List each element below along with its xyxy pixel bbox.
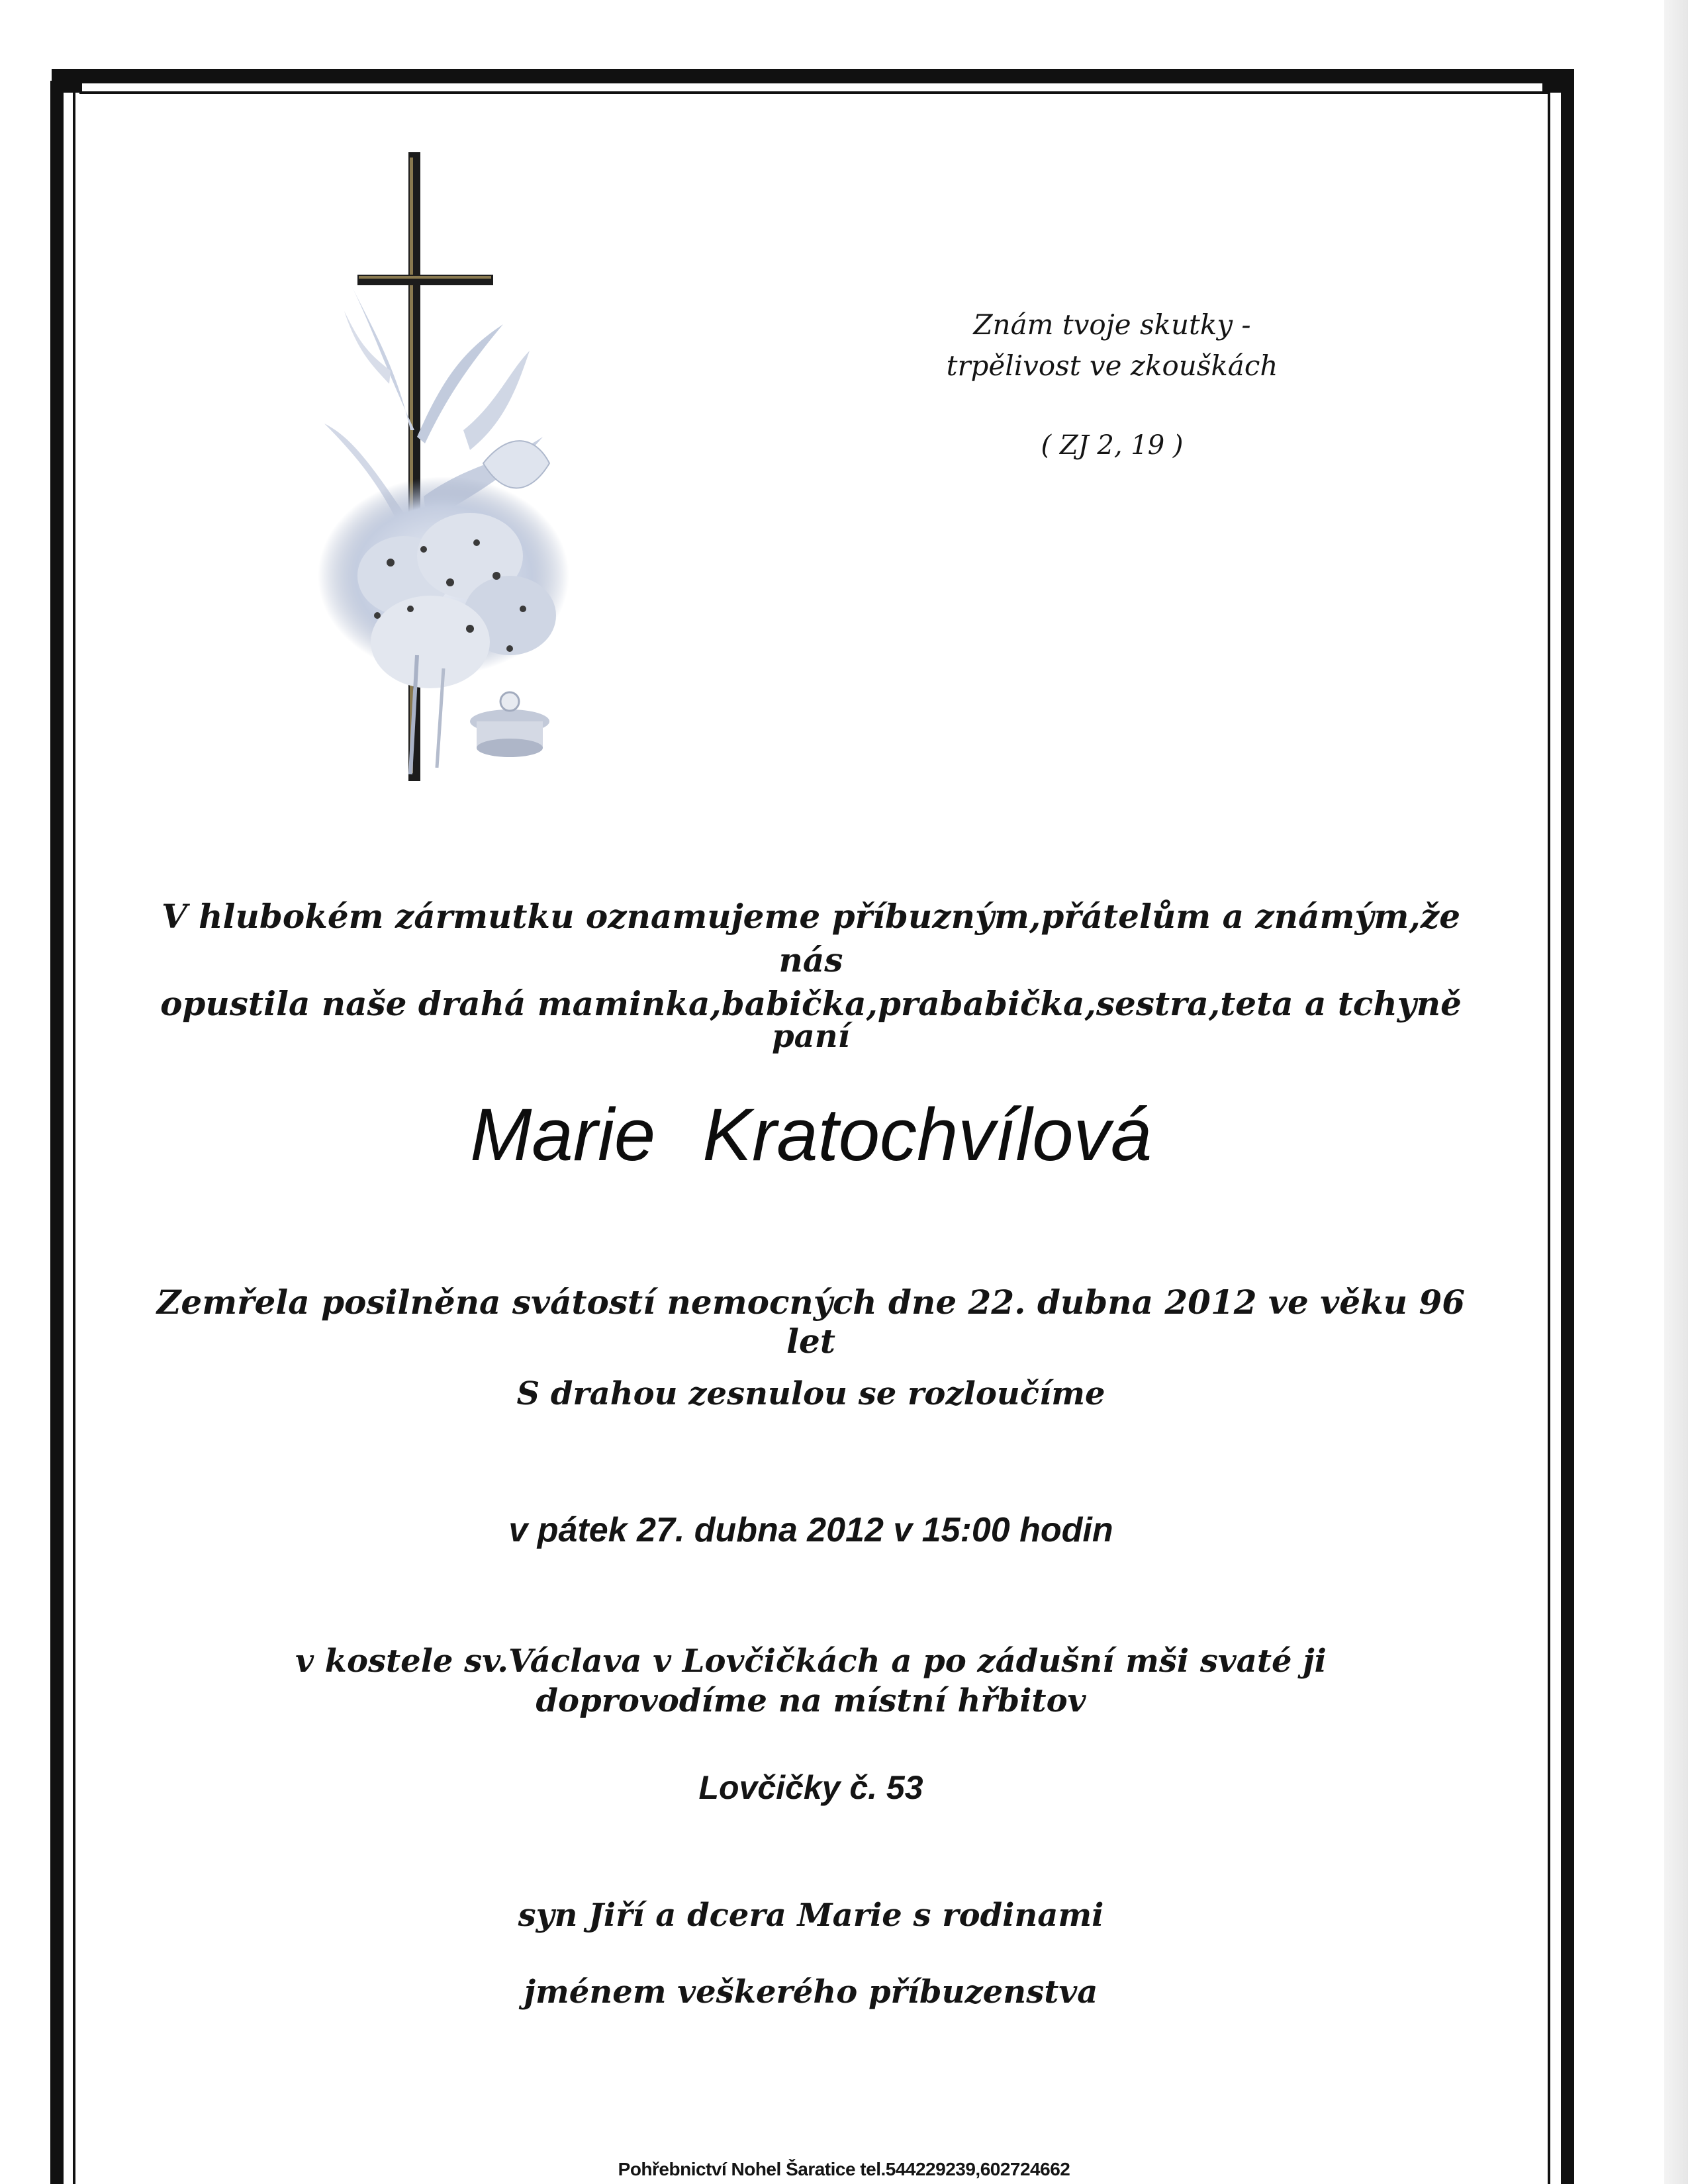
quote-line-2: trpělivost ve zkouškách xyxy=(946,349,1278,382)
frame-right-border xyxy=(1561,81,1574,2184)
frame-left-border xyxy=(50,81,64,2184)
mourning-family: syn Jiří a dcera Marie s rodinami xyxy=(518,1897,1104,1934)
church-details xyxy=(132,1641,1489,1721)
frame-top-border xyxy=(52,69,1574,83)
intro-line-1: V hlubokém zármutku oznamujeme příbuzným,přátelům a známým,že nás xyxy=(161,897,1461,979)
funeral-service-footer: Pohřebnictví Nohel Šaratice tel.544229239,602724662 xyxy=(618,2159,1070,2179)
farewell-statement: S drahou zesnulou se rozloučíme xyxy=(516,1375,1105,1412)
frame-top-inner-border xyxy=(79,91,1549,94)
honorific-title: paní xyxy=(772,1018,850,1055)
quote-reference: ( ZJ 2, 19 ) xyxy=(1041,430,1184,461)
quote-line-1: Znám tvoje skutky - xyxy=(973,308,1251,341)
scan-edge xyxy=(1664,0,1688,2184)
frame-left-inner-border xyxy=(73,91,75,2184)
church-line-2: doprovodíme na místní hřbitov xyxy=(536,1682,1086,1719)
cross-with-lilies-icon xyxy=(311,152,622,781)
mourning-relatives: jménem veškerého příbuzenstva xyxy=(524,1974,1098,2011)
church-line-1: v kostele sv.Václava v Lovčičkách a po zádušní mši svaté ji xyxy=(295,1643,1327,1680)
frame-right-inner-border xyxy=(1548,91,1550,2184)
home-address: Lovčičky č. 53 xyxy=(698,1769,923,1806)
announcement-intro xyxy=(132,895,1489,1026)
frame-corner-left xyxy=(64,83,82,93)
bible-quote xyxy=(927,304,1297,387)
frame-corner-right xyxy=(1542,83,1561,93)
intro-line-2: opustila naše drahá maminka,babička,prababička,sestra,teta a tchyně xyxy=(160,984,1462,1023)
death-statement: Zemřela posilněna svátostí nemocných dne 22. dubna 2012 ve věku 96 let xyxy=(156,1283,1466,1361)
ceremony-date: v pátek 27. dubna 2012 v 15:00 hodin xyxy=(508,1511,1113,1549)
deceased-name: Marie Kratochvílová xyxy=(470,1093,1152,1176)
